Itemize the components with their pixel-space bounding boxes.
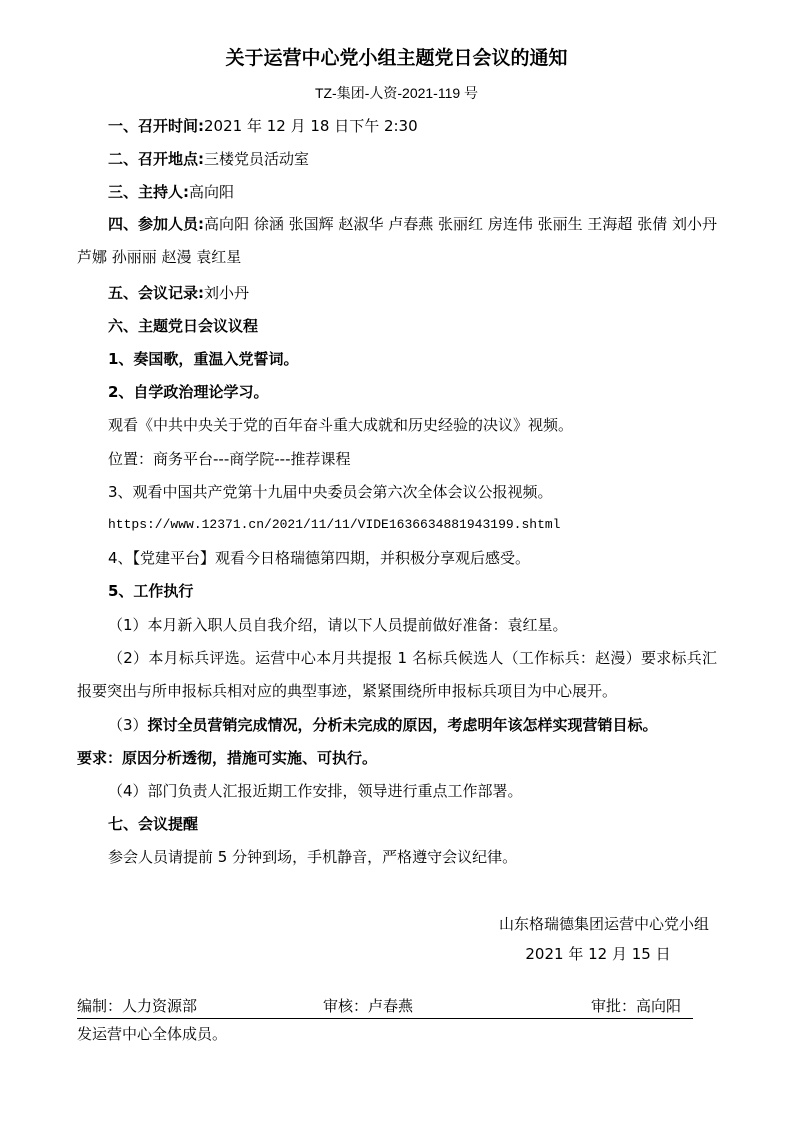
attendees-label: 四、参加人员: [108,215,205,233]
agenda-item-2-watch: 观看《中共中央关于党的百年奋斗重大成就和历史经验的决议》视频。 [108,416,574,434]
work-item-2: （2）本月标兵评选。运营中心本月共提报 1 名标兵候选人（工作标兵：赵漫）要求标兵汇报要突出与所申报标兵相对应的典型事迹，紧紧围绕所申报标兵项目为中心展开。 [77,649,717,700]
meeting-host [108,182,234,202]
reminder-text: 参会人员请提前 5 分钟到场，手机静音，严格遵守会议纪律。 [108,848,518,866]
work-item-3-prefix: （3） [108,716,148,734]
reviewer: 审核：卢春燕 [323,997,414,1015]
agenda-item-3: 3、观看中国共产党第十九届中央委员会第六次全体会议公报视频。 [108,483,553,501]
signature-organization: 山东格瑞德集团运营中心党小组 [498,915,709,933]
agenda-item-3-url: https://www.12371.cn/2021/11/11/VIDE1636634881943199.shtml [108,517,561,532]
agenda-item-2-location: 位置：商务平台---商学院---推荐课程 [108,450,351,468]
meeting-host-value: 高向阳 [189,183,235,201]
meeting-recorder-label: 五、会议记录: [108,284,204,302]
reminder-heading: 七、会议提醒 [108,815,199,833]
agenda-item-5: 5、工作执行 [108,582,194,600]
meeting-recorder-value: 刘小丹 [204,284,250,302]
work-item-3-requirement: 要求：原因分析透彻，措施可实施、可执行。 [77,749,378,767]
work-item-3-text: 探讨全员营销完成情况，分析未完成的原因，考虑明年该怎样实现营销目标。 [147,716,658,734]
meeting-time [108,116,418,136]
meeting-host-label: 三、主持人: [108,183,189,201]
work-item-4: （4）部门负责人汇报近期工作安排，领导进行重点工作部署。 [108,782,523,800]
meeting-recorder [108,283,249,303]
work-item-1: （1）本月新入职人员自我介绍，请以下人员提前做好准备：袁红星。 [108,616,568,634]
work-item-3 [108,715,658,735]
signature-date: 2021 年 12 月 15 日 [525,945,671,963]
attendees [77,208,717,274]
meeting-place-value: 三楼党员活动室 [204,150,310,168]
editor: 编制：人力资源部 [77,997,198,1015]
distribution: 发运营中心全体成员。 [77,1025,228,1043]
meeting-place-label: 二、召开地点: [108,150,204,168]
approver: 审批：高向阳 [591,997,682,1015]
agenda-item-2: 2、自学政治理论学习。 [108,383,269,401]
document-title: 关于运营中心党小组主题党日会议的通知 [225,47,568,69]
attendees-value: 高向阳 徐涵 张国辉 赵淑华 卢春燕 张丽红 房连伟 张丽生 王海超 张倩 刘小丹 芦娜 孙丽丽 赵漫 袁红星 [77,215,718,266]
agenda-item-1: 1、奏国歌，重温入党誓词。 [108,350,299,368]
meeting-time-value: 2021 年 12 月 18 日下午 2:30 [204,117,418,135]
agenda-item-4: 4、【党建平台】观看今日格瑞德第四期，并积极分享观后感受。 [108,549,531,567]
meeting-time-label: 一、召开时间: [108,117,204,135]
agenda-heading: 六、主题党日会议议程 [108,317,259,335]
document-number: TZ-集团-人资-2021-119 号 [314,85,479,101]
meeting-place [108,149,309,169]
approval-row [77,996,693,1019]
